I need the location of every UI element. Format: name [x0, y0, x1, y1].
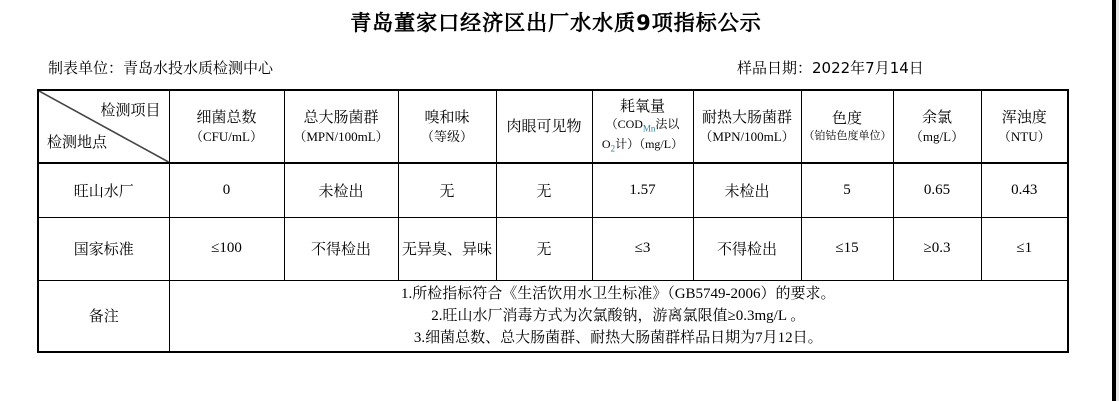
corner-label-items: 检测项目 [100, 103, 161, 119]
remark-label: 备注 [38, 280, 169, 352]
remark-row [38, 280, 1068, 352]
col-header-visible-matter: 肉眼可见物 [496, 90, 592, 163]
cell-value: 无 [398, 163, 496, 217]
cell-value: ≤3 [592, 217, 693, 280]
remark-content [169, 280, 1068, 352]
row-label-national-standard: 国家标准 [38, 217, 169, 280]
water-quality-table [37, 89, 1069, 353]
cell-value: 不得检出 [284, 217, 398, 280]
table-row-national-standard [38, 217, 1068, 280]
cell-value: 0.43 [981, 163, 1068, 217]
cell-value: ≥0.3 [893, 217, 981, 280]
cell-value: 未检出 [284, 163, 398, 217]
col-header-chroma: 色度 （铂钴色度单位） [801, 90, 893, 163]
info-row [0, 57, 1112, 79]
col-header-odor-taste: 嗅和味 （等级） [398, 90, 496, 163]
cell-value: 5 [801, 163, 893, 217]
col-header-oxygen-consumption: 耗氧量 （$COD_{Mn}$法以 $O_2$计）（mg/L） [592, 90, 693, 163]
remark-line-3: 3.细菌总数、总大肠菌群、耐热大肠菌群样品日期为7月12日。 [413, 329, 823, 346]
col-header-residual-chlorine: 余氯 （mg/L） [893, 90, 981, 163]
cell-value: 无 [496, 217, 592, 280]
cod-subscript-2: 2 [610, 142, 616, 153]
remark-line-2: 2.旺山水厂消毒方式为次氯酸钠，游离氯限值≥0.3mg/L 。 [431, 307, 806, 324]
cell-value: 未检出 [693, 163, 801, 217]
cell-value: 0.65 [893, 163, 981, 217]
table-maker-label: 制表单位：青岛水投水质检测中心 [48, 59, 274, 77]
cell-value: 不得检出 [693, 217, 801, 280]
header-row [38, 90, 1068, 163]
cod-unit-line2: （$COD_{Mn}$法以 [605, 117, 680, 134]
col-header-turbidity: 浑浊度 （NTU） [981, 90, 1068, 163]
cell-value: ≤15 [801, 217, 893, 280]
cell-value: ≤1 [981, 217, 1068, 280]
remark-line-1: 1.所检指标符合《生活饮用水卫生标准》（GB5749-2006）的要求。 [400, 285, 836, 302]
col-header-thermotolerant-coliform: 耐热大肠菌群 （MPN/100mL） [693, 90, 801, 163]
cell-value: 1.57 [592, 163, 693, 217]
page-title: 青岛董家口经济区出厂水水质9项指标公示 [350, 11, 762, 35]
cell-value: 无 [496, 163, 592, 217]
col-header-bacteria-total: 细菌总数 （CFU/mL） [169, 90, 284, 163]
cell-value: 无异臭、异味 [398, 217, 496, 280]
cell-value: 0 [169, 163, 284, 217]
sample-date-label: 样品日期：2022年7月14日 [737, 59, 924, 77]
corner-label-site: 检测地点 [47, 135, 108, 151]
cod-unit-line3: $O_2$计）（mg/L） [601, 136, 684, 153]
corner-diagonal-cell [38, 90, 169, 163]
col-header-total-coliform: 总大肠菌群 （MPN/100mL） [284, 90, 398, 163]
cell-value: ≤100 [169, 217, 284, 280]
row-label-wangshan: 旺山水厂 [38, 163, 169, 217]
cod-subscript-mn: Mn [642, 123, 656, 134]
table-row-wangshan [38, 163, 1068, 217]
